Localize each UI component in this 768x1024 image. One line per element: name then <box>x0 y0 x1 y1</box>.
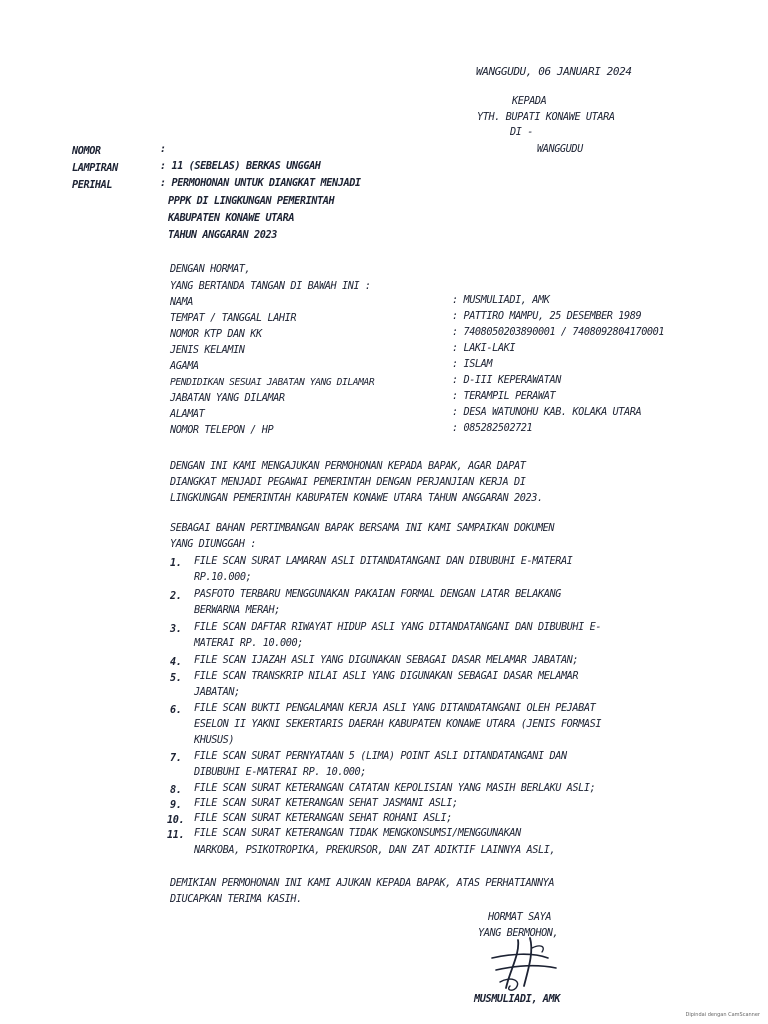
field-label: ALAMAT <box>170 409 205 420</box>
field-label: AGAMA <box>170 361 199 372</box>
list-item: FILE SCAN SURAT KETERANGAN SEHAT ROHANI ASLI; <box>194 813 453 824</box>
list-number: 9. <box>170 800 182 811</box>
greeting: DENGAN HORMAT, <box>170 264 251 275</box>
list-number: 6. <box>170 705 182 716</box>
list-item: PASFOTO TERBARU MENGGUNAKAN PAKAIAN FORMAL DENGAN LATAR BELAKANG <box>194 589 561 600</box>
perihal-label: PERIHAL <box>72 180 113 191</box>
list-item: FILE SCAN DAFTAR RIWAYAT HIDUP ASLI YANG DITANDATANGANI DAN DIBUBUHI E- <box>194 622 602 633</box>
paragraph-line: DIUCAPKAN TERIMA KASIH. <box>170 894 302 905</box>
field-label: NAMA <box>170 297 193 308</box>
field-label: TEMPAT / TANGGAL LAHIR <box>170 313 297 324</box>
handwritten-signature <box>470 936 580 996</box>
field-value: : 7408050203890001 / 7408092804170001 <box>452 327 665 338</box>
intro-line: YANG BERTANDA TANGAN DI BAWAH INI : <box>170 281 371 292</box>
nomor-label: NOMOR <box>72 146 101 157</box>
list-item: JABATAN; <box>194 687 240 698</box>
list-number: 1. <box>170 558 182 569</box>
list-item: FILE SCAN IJAZAH ASLI YANG DIGUNAKAN SEBAGAI DASAR MELAMAR JABATAN; <box>194 655 579 666</box>
list-item: FILE SCAN SURAT KETERANGAN CATATAN KEPOLISIAN YANG MASIH BERLAKU ASLI; <box>194 783 596 794</box>
recipient-yth: YTH. BUPATI KONAWE UTARA <box>477 112 615 123</box>
list-item: ESELON II YAKNI SEKERTARIS DAERAH KABUPATEN KONAWE UTARA (JENIS FORMASI <box>194 719 602 730</box>
paragraph-line: DENGAN INI KAMI MENGAJUKAN PERMOHONAN KEPADA BAPAK, AGAR DAPAT <box>170 461 526 472</box>
field-label: NOMOR KTP DAN KK <box>170 329 262 340</box>
list-number: 11. <box>167 830 185 841</box>
perihal-line-1: : PERMOHONAN UNTUK DIANGKAT MENJADI <box>160 178 361 189</box>
perihal-line-4: TAHUN ANGGARAN 2023 <box>168 230 277 241</box>
field-label: JABATAN YANG DILAMAR <box>170 393 285 404</box>
list-number: 7. <box>170 753 182 764</box>
list-item: KHUSUS) <box>194 735 235 746</box>
list-item: FILE SCAN BUKTI PENGALAMAN KERJA ASLI YANG DITANDATANGANI OLEH PEJABAT <box>194 703 596 714</box>
field-label: JENIS KELAMIN <box>170 345 245 356</box>
recipient-kepada: KEPADA <box>512 96 547 107</box>
signer-name: MUSMULIADI, AMK <box>474 994 561 1005</box>
nomor-value: : <box>160 144 166 155</box>
paragraph-line: DIANGKAT MENJADI PEGAWAI PEMERINTAH DENGAN PERJANJIAN KERJA DI <box>170 477 526 488</box>
lampiran-label: LAMPIRAN <box>72 163 118 174</box>
recipient-di: DI - <box>510 127 533 138</box>
field-value: : D-III KEPERAWATAN <box>452 375 561 386</box>
list-item: MATERAI RP. 10.000; <box>194 638 303 649</box>
paragraph-line: YANG DIUNGGAH : <box>170 539 257 550</box>
recipient-city: WANGGUDU <box>537 144 583 155</box>
list-number: 8. <box>170 785 182 796</box>
list-number: 5. <box>170 673 182 684</box>
field-value: : TERAMPIL PERAWAT <box>452 391 556 402</box>
list-number: 10. <box>167 815 185 826</box>
list-item: DIBUBUHI E-MATERAI RP. 10.000; <box>194 767 367 778</box>
list-number: 3. <box>170 624 182 635</box>
field-value: : PATTIRO MAMPU, 25 DESEMBER 1989 <box>452 311 642 322</box>
list-item: BERWARNA MERAH; <box>194 605 281 616</box>
field-value: : DESA WATUNOHU KAB. KOLAKA UTARA <box>452 407 642 418</box>
list-item: FILE SCAN SURAT KETERANGAN TIDAK MENGKONSUMSI/MENGGUNAKAN <box>194 828 521 839</box>
list-item: NARKOBA, PSIKOTROPIKA, PREKURSOR, DAN ZAT ADIKTIF LAINNYA ASLI, <box>194 845 556 856</box>
sign-greeting: HORMAT SAYA <box>488 912 552 923</box>
lampiran-value: : 11 (SEBELAS) BERKAS UNGGAH <box>160 161 321 172</box>
sign-role: YANG BERMOHON, <box>478 928 559 939</box>
list-item: FILE SCAN SURAT PERNYATAAN 5 (LIMA) POINT ASLI DITANDATANGANI DAN <box>194 751 567 762</box>
list-item: RP.10.000; <box>194 572 252 583</box>
field-value: : 085282502721 <box>452 423 533 434</box>
list-item: FILE SCAN TRANSKRIP NILAI ASLI YANG DIGUNAKAN SEBAGAI DASAR MELAMAR <box>194 671 579 682</box>
field-label: NOMOR TELEPON / HP <box>170 425 274 436</box>
field-value: : ISLAM <box>452 359 493 370</box>
list-item: FILE SCAN SURAT LAMARAN ASLI DITANDATANGANI DAN DIBUBUHI E-MATERAI <box>194 556 573 567</box>
field-label: PENDIDIKAN SESUAI JABATAN YANG DILAMAR <box>170 377 375 388</box>
field-value: : MUSMULIADI, AMK <box>452 295 550 306</box>
paragraph-line: SEBAGAI BAHAN PERTIMBANGAN BAPAK BERSAMA INI KAMI SAMPAIKAN DOKUMEN <box>170 523 555 534</box>
list-number: 2. <box>170 591 182 602</box>
perihal-line-2: PPPK DI LINGKUNGAN PEMERINTAH <box>168 196 335 207</box>
field-value: : LAKI-LAKI <box>452 343 516 354</box>
list-item: FILE SCAN SURAT KETERANGAN SEHAT JASMANI ASLI; <box>194 798 458 809</box>
scanner-watermark: Dipindai dengan CamScanner <box>685 1012 760 1018</box>
list-number: 4. <box>170 657 182 668</box>
place-date: WANGGUDU, 06 JANUARI 2024 <box>476 65 632 78</box>
perihal-line-3: KABUPATEN KONAWE UTARA <box>168 213 295 224</box>
paragraph-line: LINGKUNGAN PEMERINTAH KABUPATEN KONAWE UTARA TAHUN ANGGARAN 2023. <box>170 493 543 504</box>
paragraph-line: DEMIKIAN PERMOHONAN INI KAMI AJUKAN KEPADA BAPAK, ATAS PERHATIANNYA <box>170 878 555 889</box>
